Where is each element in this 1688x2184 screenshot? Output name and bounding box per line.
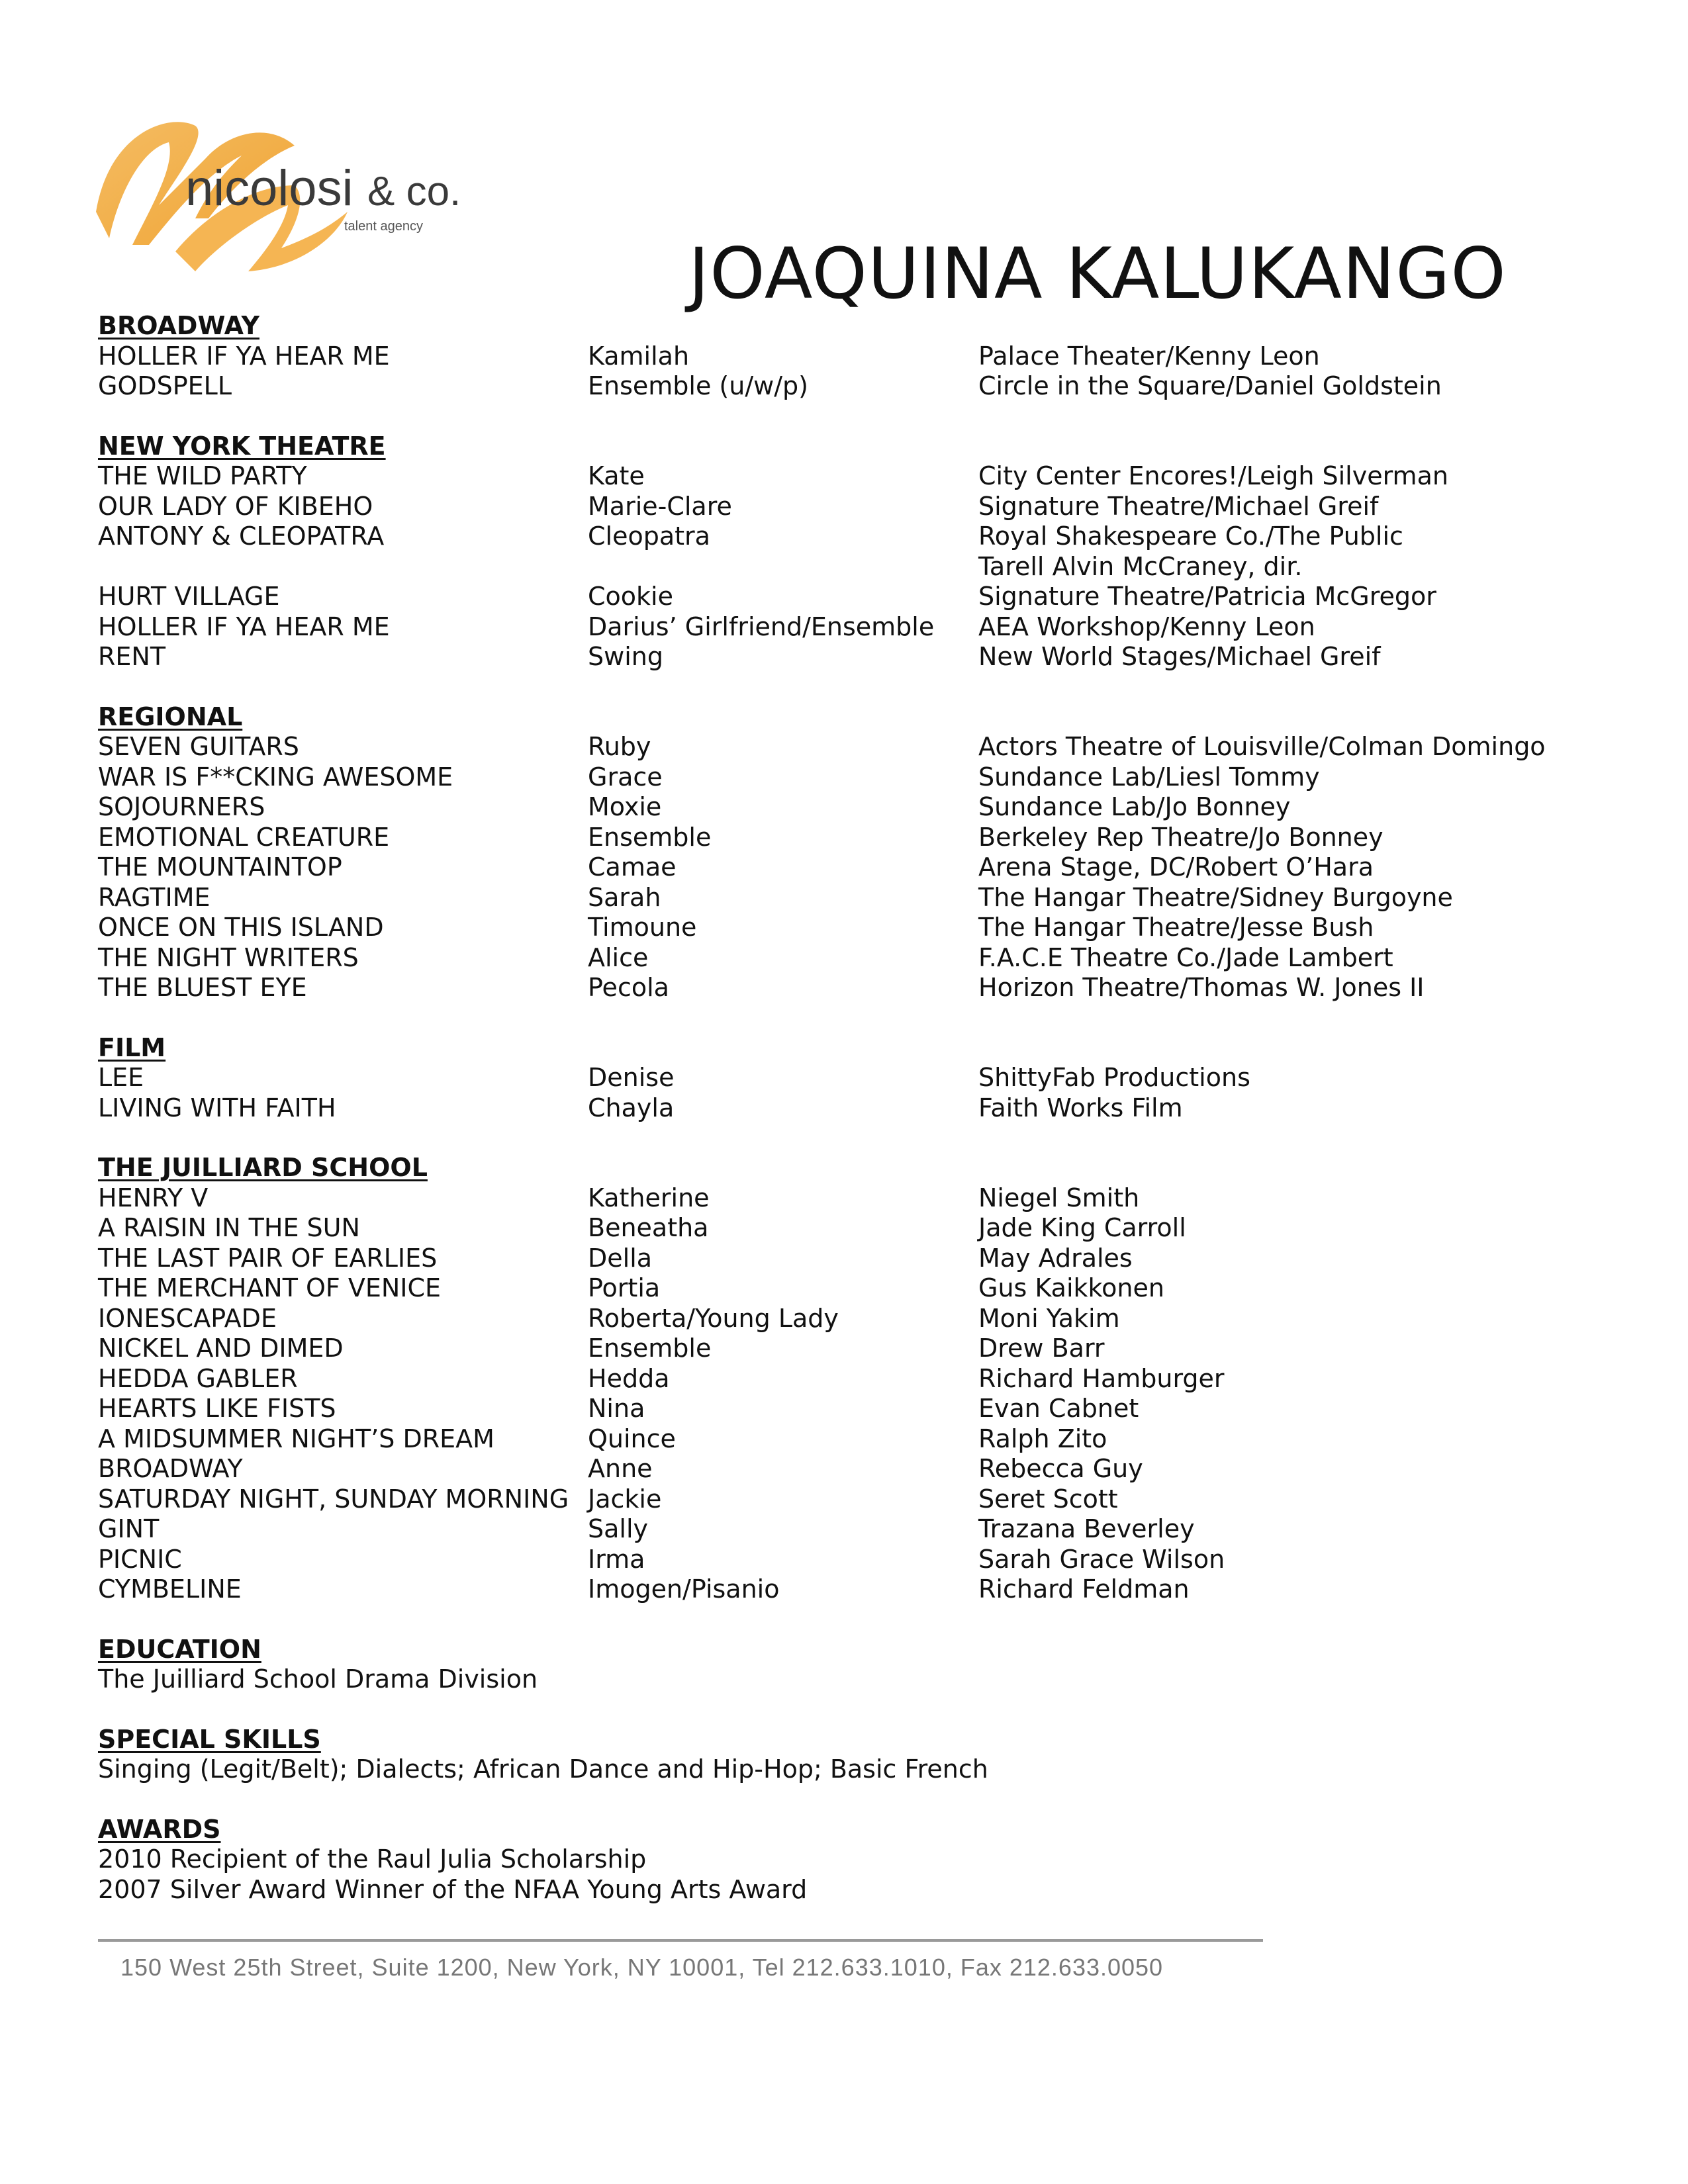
credit-venue: New World Stages/Michael Greif	[978, 642, 1381, 671]
credit-row	[98, 1093, 1587, 1124]
credit-role: Sarah	[588, 882, 661, 912]
credit-venue: Richard Feldman	[978, 1574, 1190, 1604]
credit-role: Marie-Clare	[588, 491, 732, 521]
credit-venue: Richard Hamburger	[978, 1363, 1225, 1393]
credit-venue: Sarah Grace Wilson	[978, 1544, 1225, 1574]
credit-role: Ensemble (u/w/p)	[588, 371, 808, 400]
credit-role: Alice	[588, 942, 649, 972]
credit-venue: Niegel Smith	[978, 1183, 1140, 1212]
credit-role: Timoune	[588, 913, 697, 942]
credit-row	[98, 612, 1587, 643]
credit-venue: Royal Shakespeare Co./The Public	[978, 522, 1403, 551]
credit-row	[98, 913, 1587, 943]
credit-row	[98, 341, 1587, 372]
credit-show: PICNIC	[98, 1544, 182, 1574]
credit-row	[98, 1364, 1587, 1394]
credit-show: GODSPELL	[98, 371, 232, 400]
awards-section	[98, 1815, 1587, 1905]
credit-venue: Rebecca Guy	[978, 1454, 1143, 1483]
credit-row	[98, 371, 1587, 402]
credit-venue: F.A.C.E Theatre Co./Jade Lambert	[978, 942, 1393, 972]
credit-venue: Seret Scott	[978, 1484, 1118, 1514]
credit-row	[98, 492, 1587, 522]
credit-venue: Drew Barr	[978, 1334, 1105, 1363]
credit-role: Portia	[588, 1273, 661, 1302]
credit-role: Anne	[588, 1454, 653, 1483]
credit-venue: Ralph Zito	[978, 1424, 1107, 1453]
credit-row	[98, 823, 1587, 853]
credit-row	[98, 1545, 1587, 1575]
credit-role: Cleopatra	[588, 522, 710, 551]
credit-show: SEVEN GUITARS	[98, 732, 299, 761]
credit-row	[98, 1273, 1587, 1304]
credit-venue: Tarell Alvin McCraney, dir.	[978, 551, 1303, 581]
credit-venue: Horizon Theatre/Thomas W. Jones II	[978, 973, 1425, 1002]
credit-role: Sally	[588, 1514, 649, 1543]
credit-role: Kamilah	[588, 341, 690, 371]
credit-row	[98, 1063, 1587, 1093]
agency-address: 150 West 25th Street, Suite 1200, New York, NY 10001, Tel 212.633.1010, Fax 212.633.0050	[120, 1954, 1164, 1981]
credit-role: Moxie	[588, 792, 662, 821]
credit-row	[98, 1454, 1587, 1484]
award-item: 2007 Silver Award Winner of the NFAA Young Arts Award	[98, 1874, 808, 1904]
credit-role: Denise	[588, 1063, 675, 1092]
credit-venue: The Hangar Theatre/Sidney Burgoyne	[978, 882, 1453, 912]
actor-name: JOAQUINA KALUKANGO	[688, 233, 1507, 314]
section-heading: EDUCATION	[98, 1634, 261, 1664]
special-skills-text: Singing (Legit/Belt); Dialects; African Dance and Hip-Hop; Basic French	[98, 1754, 988, 1784]
credit-role: Roberta/Young Lady	[588, 1303, 839, 1333]
credit-show: THE WILD PARTY	[98, 461, 307, 490]
credit-row	[98, 792, 1587, 823]
credit-show: SATURDAY NIGHT, SUNDAY MORNING	[98, 1484, 569, 1514]
credit-show: BROADWAY	[98, 1454, 243, 1483]
section-heading: REGIONAL	[98, 702, 243, 731]
credit-show: WAR IS F**CKING AWESOME	[98, 762, 453, 792]
section-heading: THE JUILLIARD SCHOOL	[98, 1153, 428, 1182]
credit-venue: May Adrales	[978, 1243, 1133, 1273]
credit-venue: Signature Theatre/Michael Greif	[978, 491, 1379, 521]
special-skills-section	[98, 1725, 1587, 1785]
resume-section	[98, 311, 1587, 402]
credit-show: THE MERCHANT OF VENICE	[98, 1273, 442, 1302]
credit-show: EMOTIONAL CREATURE	[98, 822, 390, 852]
credit-row	[98, 1514, 1587, 1545]
credit-role: Ensemble	[588, 822, 712, 852]
credit-row	[98, 1574, 1587, 1605]
credit-show: OUR LADY OF KIBEHO	[98, 491, 373, 521]
section-heading: SPECIAL SKILLS	[98, 1724, 321, 1754]
credit-role: Nina	[588, 1394, 645, 1423]
credit-row	[98, 1183, 1587, 1214]
credit-role: Chayla	[588, 1093, 675, 1122]
credit-show: HENRY V	[98, 1183, 209, 1212]
credit-row	[98, 1213, 1587, 1244]
credit-venue: Sundance Lab/Liesl Tommy	[978, 762, 1320, 792]
credit-show: HOLLER IF YA HEAR ME	[98, 341, 390, 371]
award-item: 2010 Recipient of the Raul Julia Scholarship	[98, 1844, 647, 1874]
credit-show: THE BLUEST EYE	[98, 973, 307, 1002]
credit-row	[98, 943, 1587, 974]
credit-venue: Berkeley Rep Theatre/Jo Bonney	[978, 822, 1383, 852]
credit-row	[98, 732, 1587, 762]
credit-row	[98, 1424, 1587, 1455]
agency-logo	[96, 106, 493, 278]
credit-show: IONESCAPADE	[98, 1303, 277, 1333]
credit-show: THE NIGHT WRITERS	[98, 942, 359, 972]
credit-role: Della	[588, 1243, 653, 1273]
section-heading: AWARDS	[98, 1814, 221, 1844]
credit-venue: Trazana Beverley	[978, 1514, 1195, 1543]
credit-role: Darius’ Girlfriend/Ensemble	[588, 612, 935, 641]
credit-venue: Palace Theater/Kenny Leon	[978, 341, 1320, 371]
credit-show: LEE	[98, 1063, 144, 1092]
resume-section	[98, 702, 1587, 1003]
credit-show: SOJOURNERS	[98, 792, 265, 821]
resume-section	[98, 432, 1587, 672]
education-text: The Juilliard School Drama Division	[98, 1664, 538, 1694]
credit-role: Irma	[588, 1544, 645, 1574]
credit-venue: City Center Encores!/Leigh Silverman	[978, 461, 1448, 490]
credit-role: Cookie	[588, 582, 673, 611]
credit-row	[98, 762, 1587, 793]
credit-row	[98, 1244, 1587, 1274]
section-heading: FILM	[98, 1032, 166, 1062]
credit-venue: Evan Cabnet	[978, 1394, 1139, 1423]
section-heading: BROADWAY	[98, 311, 259, 340]
credit-role: Ruby	[588, 732, 651, 761]
credit-role: Katherine	[588, 1183, 710, 1212]
credit-venue: Circle in the Square/Daniel Goldstein	[978, 371, 1442, 400]
credit-row	[98, 461, 1587, 492]
credit-show: THE MOUNTAINTOP	[98, 852, 342, 882]
resume-section	[98, 1033, 1587, 1124]
credit-row	[98, 1304, 1587, 1334]
credit-show: HEARTS LIKE FISTS	[98, 1394, 336, 1423]
credit-show: NICKEL AND DIMED	[98, 1334, 344, 1363]
credit-show: CYMBELINE	[98, 1574, 242, 1604]
credit-row	[98, 1484, 1587, 1515]
credit-role: Pecola	[588, 973, 669, 1002]
credit-show: RAGTIME	[98, 882, 211, 912]
credit-venue: Sundance Lab/Jo Bonney	[978, 792, 1291, 821]
credit-role: Hedda	[588, 1363, 670, 1393]
credit-row	[98, 1334, 1587, 1364]
credit-show: THE LAST PAIR OF EARLIES	[98, 1243, 438, 1273]
credit-row	[98, 883, 1587, 913]
credit-show: HEDDA GABLER	[98, 1363, 298, 1393]
logo-tagline: talent agency	[344, 219, 423, 234]
credit-row	[98, 1394, 1587, 1424]
credit-show: RENT	[98, 642, 166, 671]
credit-row	[98, 552, 1587, 582]
credit-venue: Moni Yakim	[978, 1303, 1120, 1333]
credit-row	[98, 852, 1587, 883]
credit-role: Ensemble	[588, 1334, 712, 1363]
credit-show: HURT VILLAGE	[98, 582, 280, 611]
credit-role: Camae	[588, 852, 677, 882]
resume-section	[98, 1153, 1587, 1605]
credit-venue: Gus Kaikkonen	[978, 1273, 1164, 1302]
credit-show: LIVING WITH FAITH	[98, 1093, 336, 1122]
logo-name: nicolosi	[185, 160, 353, 216]
credit-venue: Signature Theatre/Patricia McGregor	[978, 582, 1436, 611]
section-heading: NEW YORK THEATRE	[98, 431, 386, 461]
credit-show: GINT	[98, 1514, 160, 1543]
credit-venue: Actors Theatre of Louisville/Colman Domingo	[978, 732, 1546, 761]
logo-graphic	[96, 106, 493, 278]
credit-role: Beneatha	[588, 1213, 709, 1242]
credit-venue: Faith Works Film	[978, 1093, 1183, 1122]
credit-venue: AEA Workshop/Kenny Leon	[978, 612, 1315, 641]
credit-role: Quince	[588, 1424, 676, 1453]
credit-show: A MIDSUMMER NIGHT’S DREAM	[98, 1424, 494, 1453]
credit-venue: The Hangar Theatre/Jesse Bush	[978, 913, 1374, 942]
footer-divider	[98, 1939, 1263, 1942]
credit-role: Imogen/Pisanio	[588, 1574, 780, 1604]
credit-role: Swing	[588, 642, 663, 671]
credit-row	[98, 582, 1587, 612]
credit-row	[98, 522, 1587, 552]
logo-co: & co.	[367, 169, 461, 214]
credit-role: Grace	[588, 762, 663, 792]
credit-row	[98, 973, 1587, 1003]
education-section	[98, 1635, 1587, 1695]
credit-show: ONCE ON THIS ISLAND	[98, 913, 384, 942]
credit-show: A RAISIN IN THE SUN	[98, 1213, 360, 1242]
credit-role: Kate	[588, 461, 645, 490]
credit-venue: Arena Stage, DC/Robert O’Hara	[978, 852, 1374, 882]
credit-show: HOLLER IF YA HEAR ME	[98, 612, 390, 641]
credit-venue: ShittyFab Productions	[978, 1063, 1250, 1092]
resume-body	[98, 311, 1587, 1905]
credit-show: ANTONY & CLEOPATRA	[98, 522, 385, 551]
credit-role: Jackie	[588, 1484, 662, 1514]
credit-row	[98, 642, 1587, 672]
credit-venue: Jade King Carroll	[978, 1213, 1186, 1242]
